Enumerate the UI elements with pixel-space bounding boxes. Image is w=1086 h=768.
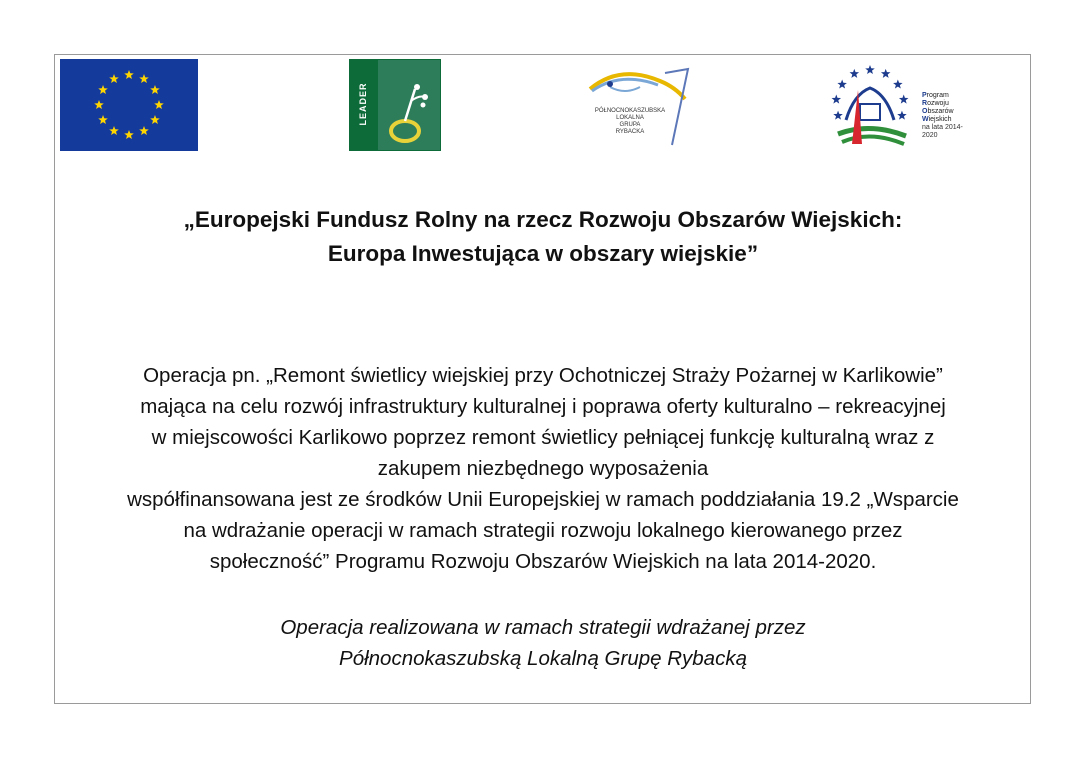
body-line: w miejscowości Karlikowo poprzez remont świetlicy pełniącej funkcję kulturalną wraz z bbox=[151, 426, 935, 449]
star-icon bbox=[832, 95, 842, 104]
flag-label-line: RYBACKA bbox=[615, 129, 645, 135]
eu-stars-icon bbox=[60, 59, 198, 151]
flag-label-line: LOKALNA bbox=[616, 115, 644, 121]
prow-label-line: Obszarów bbox=[922, 108, 954, 115]
body-line: Operacja pn. „Remont świetlicy wiejskiej przy Ochotniczej Straży Pożarnej w Karlikowie” bbox=[143, 364, 943, 387]
prow-emblem-icon bbox=[824, 64, 914, 148]
leader-logo bbox=[349, 59, 441, 151]
star-icon bbox=[837, 80, 847, 89]
body-line: na wdrażanie operacji w ramach strategii rozwoju lokalnego kierowanego przez bbox=[183, 519, 903, 542]
closing-line: Operacja realizowana w ramach strategii wdrażanej przez bbox=[280, 616, 806, 639]
closing-statement bbox=[80, 612, 1006, 674]
prow-years: na lata 2014-2020 bbox=[922, 124, 963, 139]
leader-text: LEADER bbox=[358, 82, 368, 126]
star-icon bbox=[94, 100, 104, 109]
star-icon bbox=[109, 126, 119, 135]
flag-label-line: GRUPA bbox=[619, 122, 641, 128]
title-line: Europa Inwestująca w obszary wiejskie” bbox=[327, 241, 759, 266]
star-icon bbox=[139, 74, 149, 83]
star-icon bbox=[893, 80, 903, 89]
body-line: zakupem niezbędnego wyposażenia bbox=[377, 457, 709, 480]
star-icon bbox=[850, 69, 860, 78]
body-line: współfinansowana jest ze środków Unii Europejskiej w ramach poddziałania 19.2 „Wsparcie bbox=[127, 488, 959, 511]
star-icon bbox=[833, 111, 843, 120]
closing-line: Północnokaszubską Lokalną Grupę Rybacką bbox=[339, 647, 747, 670]
flag-label-line: PÓŁNOCNOKASZUBSKA bbox=[594, 108, 666, 114]
star-icon bbox=[139, 126, 149, 135]
body-line: mająca na celu rozwój infrastruktury kulturalnej i poprawa oferty kulturalno – rekreacyjnej bbox=[140, 395, 946, 418]
star-icon bbox=[124, 130, 134, 139]
operation-description bbox=[60, 360, 1026, 577]
star-icon bbox=[899, 95, 909, 104]
leader-text-wrap bbox=[353, 81, 373, 131]
fishing-group-logo bbox=[580, 59, 695, 151]
fish-icon bbox=[580, 59, 695, 151]
star-icon bbox=[98, 85, 108, 94]
star-icon bbox=[98, 115, 108, 124]
star-icon bbox=[150, 85, 160, 94]
star-icon bbox=[150, 115, 160, 124]
prow-logo bbox=[824, 64, 964, 148]
prow-label bbox=[922, 92, 964, 140]
star-icon bbox=[124, 70, 134, 79]
star-icon bbox=[154, 100, 164, 109]
document-title bbox=[80, 203, 1006, 271]
prow-label-line: Wiejskich bbox=[922, 116, 952, 123]
prow-label-line: Program bbox=[922, 92, 949, 99]
star-icon bbox=[109, 74, 119, 83]
star-icon bbox=[897, 111, 907, 120]
star-icon bbox=[865, 65, 875, 74]
fishing-group-label bbox=[580, 108, 680, 136]
eu-flag-logo bbox=[60, 59, 198, 151]
title-line: „Europejski Fundusz Rolny na rzecz Rozwoju Obszarów Wiejskich: bbox=[183, 207, 903, 232]
star-icon bbox=[881, 69, 891, 78]
prow-label-line: Rozwoju bbox=[922, 100, 949, 107]
body-line: społeczność” Programu Rozwoju Obszarów Wiejskich na lata 2014-2020. bbox=[209, 550, 877, 573]
